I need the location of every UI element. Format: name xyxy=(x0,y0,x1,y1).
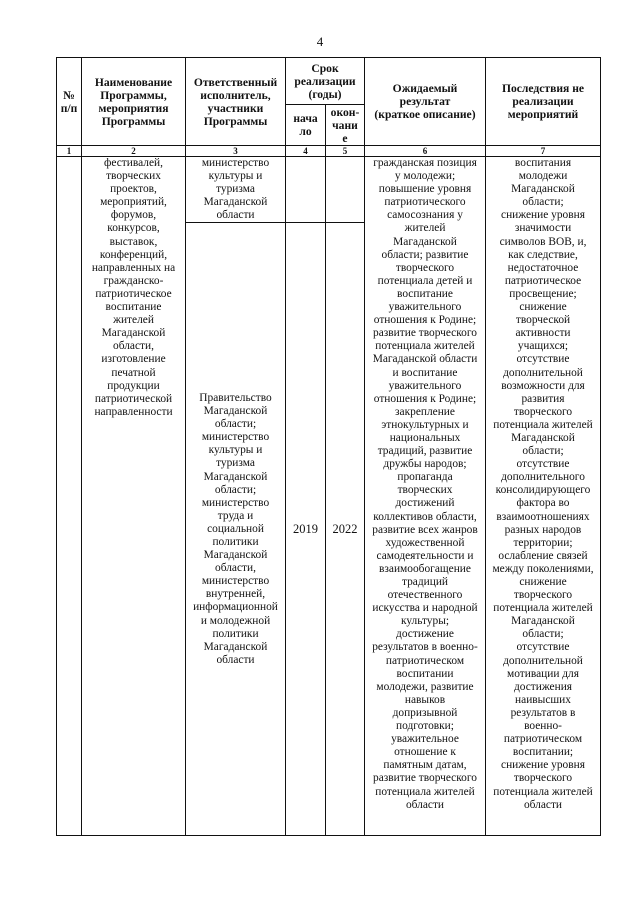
column-number: 4 xyxy=(286,146,326,157)
row-start-year: 2019 xyxy=(286,223,326,836)
row-executor-top: министерство культуры и туризма Магаданской области xyxy=(186,157,286,223)
column-number: 3 xyxy=(186,146,286,157)
column-number: 5 xyxy=(326,146,365,157)
column-number: 7 xyxy=(486,146,601,157)
header-executor: Ответственный исполнитель, участники Программы xyxy=(186,58,286,146)
page-number: 4 xyxy=(316,34,324,49)
header-result: Ожидаемый результат (краткое описание) xyxy=(365,58,486,146)
row-consequences-cell: воспитания молодежи Магаданской области; снижение уровня значимости символов ВОВ, и, как следствие, недостаточное патриотическое просвещение; снижение творческой активности учащихся; отсутствие дополнительной возможности для развития творческого потенциала жителей Магаданской области; отсутствие дополнительного консолидирующего фактора во взаимоотношениях разных народов территории; ослабление связей между поколениями, снижение творческого потенциала жителей Магаданской области; отсутствие дополнительной мотивации для достижения наивысших результатов в военно- патриотическом воспитании; снижение уровня творческого потенциала жителей области xyxy=(486,157,601,836)
column-number: 1 xyxy=(57,146,82,157)
row-end-year: 2022 xyxy=(326,223,365,836)
row-start-top xyxy=(286,157,326,223)
column-numbers-row xyxy=(57,146,601,157)
header-start: нача ло xyxy=(286,105,326,146)
program-table xyxy=(56,57,601,836)
header-row-1 xyxy=(57,58,601,105)
column-number: 2 xyxy=(82,146,186,157)
header-consequences: Последствия не реализации мероприятий xyxy=(486,58,601,146)
table-row xyxy=(57,157,601,223)
header-end: окон- чани е xyxy=(326,105,365,146)
column-number: 6 xyxy=(365,146,486,157)
row-num-cell xyxy=(57,157,82,836)
row-name-cell: фестивалей, творческих проектов, мероприятий, форумов, конкурсов, выставок, конференций, направленных на гражданско- патриотическое воспитание жителей Магаданской области, изготовление печатной продукции патриотической направленности xyxy=(82,157,186,836)
header-term: Срок реализации (годы) xyxy=(286,58,365,105)
row-result-cell: гражданская позиция у молодежи; повышение уровня патриотического самосознания у жителей Магаданской области; развитие творческого потенциала детей и воспитание уважительного отношения к Родине; развитие творческого потенциала жителей Магаданской области и воспитание уважительного отношения к Родине; закрепление этнокультурных и национальных традиций, развитие дружбы народов; пропаганда творческих достижений коллективов области, развитие всех жанров художественной самодеятельности и взаимообогащение традиций отечественного искусства и народной культуры; достижение результатов в военно- патриотическом воспитании молодежи, развитие навыков допризывной подготовки; уважительное отношение к памятным датам, развитие творческого потенциала жителей области xyxy=(365,157,486,836)
header-num: № п/п xyxy=(57,58,82,146)
row-executor-bottom: Правительство Магаданской области; министерство культуры и туризма Магаданской области; министерство труда и социальной политики Магаданской области, министерство внутренней, информационной и молодежной политики Магаданской области xyxy=(186,223,286,836)
row-end-top xyxy=(326,157,365,223)
header-name: Наименование Программы, мероприятия Программы xyxy=(82,58,186,146)
